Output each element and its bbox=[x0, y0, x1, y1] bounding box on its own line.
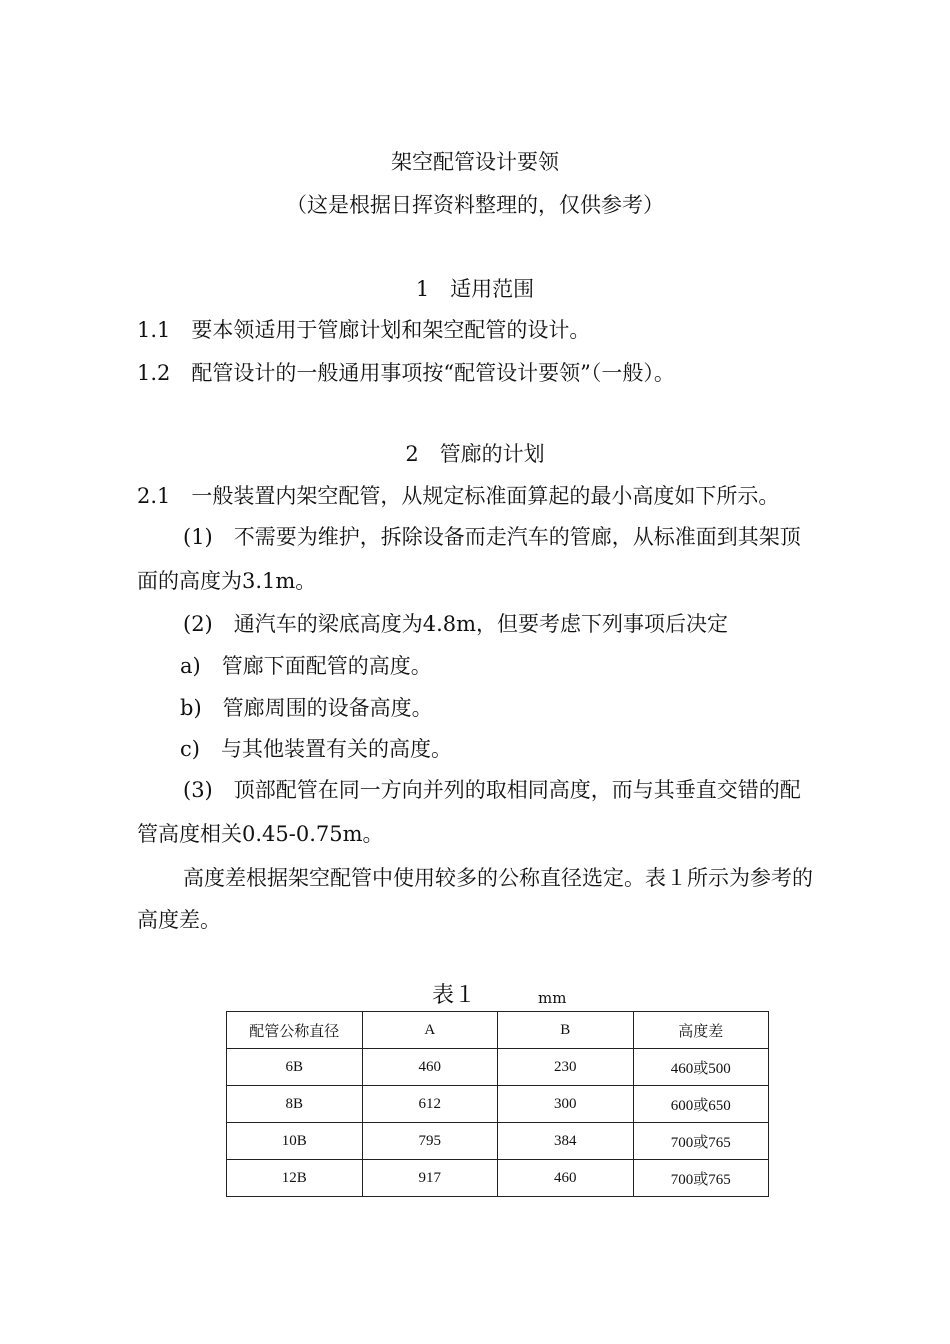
item-2-a: a) 管廊下面配管的高度。 bbox=[180, 654, 432, 678]
document-subtitle: （这是根据日挥资料整理的，仅供参考） bbox=[286, 193, 664, 217]
table-cell: 10B bbox=[227, 1123, 363, 1160]
table-cell: 460 bbox=[362, 1049, 498, 1086]
table-cell: 795 bbox=[362, 1123, 498, 1160]
table-caption-unit: mm bbox=[538, 989, 567, 1007]
table-header-row bbox=[227, 1012, 769, 1049]
table-cell: 6B bbox=[227, 1049, 363, 1086]
table-cell: 700或765 bbox=[633, 1123, 769, 1160]
note-line-2: 高度差。 bbox=[137, 908, 221, 932]
table-row bbox=[227, 1049, 769, 1086]
table-cell: 917 bbox=[362, 1160, 498, 1197]
paragraph-1-2: 1.2 配管设计的一般通用事项按“配管设计要领”（一般）。 bbox=[137, 361, 675, 385]
item-2: (2) 通汽车的梁底高度为4.8m，但要考虑下列事项后决定 bbox=[183, 612, 729, 636]
header-cell: B bbox=[498, 1012, 634, 1049]
paragraph-1-1: 1.1 要本领适用于管廊计划和架空配管的设计。 bbox=[137, 318, 591, 342]
table-cell: 700或765 bbox=[633, 1160, 769, 1197]
item-1-line-1: (1) 不需要为维护，拆除设备而走汽车的管廊，从标准面到其架顶 bbox=[183, 525, 801, 549]
table-cell: 12B bbox=[227, 1160, 363, 1197]
table-cell: 460或500 bbox=[633, 1049, 769, 1086]
section-1-heading: 1 适用范围 bbox=[415, 277, 535, 301]
table-cell: 8B bbox=[227, 1086, 363, 1123]
item-1-line-2: 面的高度为3.1m。 bbox=[137, 569, 317, 593]
table-cell: 300 bbox=[498, 1086, 634, 1123]
header-cell: A bbox=[362, 1012, 498, 1049]
table-cell: 460 bbox=[498, 1160, 634, 1197]
table-caption-title: 表１ bbox=[432, 983, 477, 1008]
section-2-heading: 2 管廊的计划 bbox=[405, 442, 545, 466]
item-2-b: b) 管廊周围的设备高度。 bbox=[180, 696, 433, 720]
table-row bbox=[227, 1086, 769, 1123]
paragraph-2-1: 2.1 一般装置内架空配管，从规定标准面算起的最小高度如下所示。 bbox=[137, 484, 780, 508]
table-cell: 230 bbox=[498, 1049, 634, 1086]
table-cell: 384 bbox=[498, 1123, 634, 1160]
document-title: 架空配管设计要领 bbox=[391, 150, 559, 174]
header-cell: 高度差 bbox=[633, 1012, 769, 1049]
pipe-height-table bbox=[226, 1011, 769, 1197]
table-cell: 600或650 bbox=[633, 1086, 769, 1123]
item-2-c: c) 与其他装置有关的高度。 bbox=[180, 737, 452, 761]
table-row bbox=[227, 1160, 769, 1197]
table-row bbox=[227, 1123, 769, 1160]
item-3-line-2: 管高度相关0.45-0.75m。 bbox=[137, 822, 384, 846]
note-line-1: 高度差根据架空配管中使用较多的公称直径选定。表１所示为参考的 bbox=[183, 866, 813, 890]
table-caption bbox=[0, 982, 950, 1010]
table-cell: 612 bbox=[362, 1086, 498, 1123]
header-cell: 配管公称直径 bbox=[227, 1012, 363, 1049]
item-3-line-1: (3) 顶部配管在同一方向并列的取相同高度，而与其垂直交错的配 bbox=[183, 778, 801, 802]
